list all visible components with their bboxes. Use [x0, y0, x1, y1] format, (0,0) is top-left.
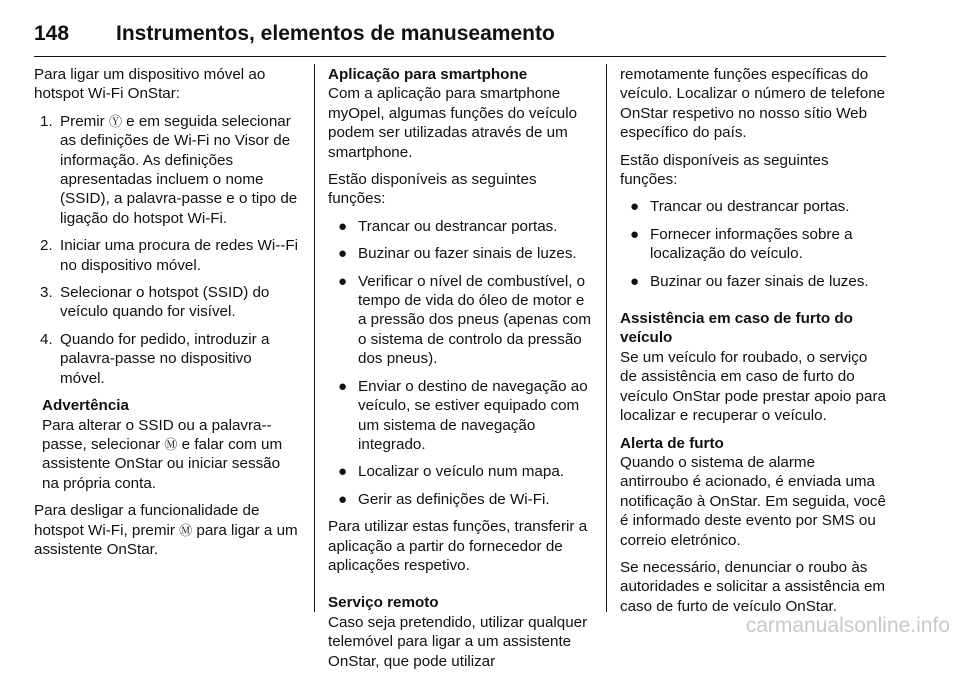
- chapter-title: Instrumentos, elementos de manuseamento: [116, 22, 555, 45]
- outro-text-post: para ligar a um assistente OnStar.: [34, 521, 298, 558]
- step-text: Iniciar uma procura de redes Wi--Fi no dispositivo móvel.: [60, 237, 299, 274]
- column-divider: [606, 64, 607, 612]
- onstar-button-icon: Ⓜ: [179, 522, 193, 538]
- note-text-post: e falar com um assistente OnStar ou iniciar sessão na própria conta.: [42, 435, 283, 492]
- bullet-text: Trancar ou destrancar portas.: [650, 198, 850, 216]
- hotspot-intro: Para ligar um dispositivo móvel ao hotspot Wi-Fi OnStar:: [34, 66, 266, 103]
- step-number: 4.: [40, 330, 53, 348]
- hotspot-disable-text: [34, 501, 300, 559]
- step-number: 3.: [40, 284, 53, 302]
- bullet-icon: ●: [338, 377, 348, 395]
- section-title: Assistência em caso de furto do veículo: [620, 310, 853, 347]
- bullet-text: Localizar o veículo num mapa.: [358, 463, 564, 481]
- bullet-icon: ●: [338, 245, 348, 263]
- list-item: [34, 236, 300, 275]
- column-2: [328, 65, 592, 679]
- transfer-text: Para utilizar estas funções, transferir a aplicação a partir do fornecedor de aplicações respetivo.: [328, 518, 588, 574]
- report-text: Se necessário, denunciar o roubo às autoridades e solicitar a assistência em caso de furto de veículo OnStar.: [620, 558, 886, 615]
- hotspot-steps: [34, 112, 300, 388]
- note-text-pre: Para alterar o SSID ou a palavra--passe, selecionar: [42, 416, 272, 453]
- step-number: 2.: [40, 237, 53, 255]
- section-title: Aplicação para smartphone: [328, 66, 528, 83]
- note-title: Advertência: [42, 397, 129, 415]
- bullet-icon: ●: [630, 225, 640, 243]
- list-item: [328, 217, 592, 236]
- column-1: [34, 65, 300, 567]
- step-text-post: e em seguida selecionar as definições de Wi-Fi no Visor de informação. As definições apresentadas incluem o nome (SSID), a palavra-passe e o tipo de ligação do hotspot Wi-Fi.: [60, 112, 298, 227]
- list-item: [328, 244, 592, 263]
- bullet-icon: ●: [338, 490, 348, 508]
- outro-text-pre: Para desligar a funcionalidade de hotspot Wi-Fi, premir: [34, 502, 260, 539]
- list-item: [34, 283, 300, 322]
- bullet-icon: ●: [338, 272, 348, 290]
- step-text: Quando for pedido, introduzir a palavra-passe no dispositivo móvel.: [60, 330, 270, 387]
- bullet-text: Enviar o destino de navegação ao veículo, se estiver equipado com um sistema de navegação integrado.: [358, 377, 588, 453]
- section-title: Alerta de furto: [620, 434, 724, 452]
- list-item: [328, 377, 592, 455]
- section-title: Serviço remoto: [328, 594, 439, 612]
- list-item: [328, 462, 592, 481]
- available-functions-text: Estão disponíveis as seguintes funções:: [328, 171, 537, 208]
- step-text-pre: Premir: [60, 112, 109, 130]
- column-3: [620, 65, 886, 624]
- bullet-text: Buzinar ou fazer sinais de luzes.: [358, 245, 577, 263]
- list-item: [34, 330, 300, 388]
- list-item: [620, 197, 886, 216]
- theft-text: Se um veículo for roubado, o serviço de assistência em caso de furto do veículo OnStar pode prestar apoio para localizar e recuperar o veículo.: [620, 348, 886, 425]
- bullet-icon: ●: [338, 217, 348, 235]
- bullet-icon: ●: [630, 272, 640, 290]
- page-number: 148: [34, 22, 70, 45]
- column-divider: [314, 64, 315, 612]
- onstar-button-icon: Ⓜ: [164, 436, 178, 452]
- bullet-icon: ●: [630, 198, 640, 216]
- step-number: 1.: [40, 112, 53, 130]
- bullet-text: Trancar ou destrancar portas.: [358, 217, 558, 235]
- bullet-text: Verificar o nível de combustível, o tempo de vida do óleo de motor e a pressão dos pneus (apenas com o sistema de controlo da pressão dos pneus).: [358, 272, 592, 368]
- remote-text: Caso seja pretendido, utilizar qualquer telemóvel para ligar a um assistente OnStar, que pode utilizar: [328, 613, 588, 670]
- step-text: Selecionar o hotspot (SSID) do veículo quando for visível.: [60, 284, 270, 321]
- app-text: Com a aplicação para smartphone myOpel, algumas funções do veículo podem ser utilizadas através de um smartphone.: [328, 85, 578, 161]
- app-functions-list: [328, 217, 592, 509]
- bullet-text: Gerir as definições de Wi-Fi.: [358, 490, 550, 508]
- list-item: [328, 490, 592, 509]
- list-item: [328, 272, 592, 369]
- page-header: [34, 22, 886, 57]
- bullet-icon: ●: [338, 463, 348, 481]
- alert-text: Quando o sistema de alarme antirroubo é acionado, é enviada uma notificação à OnStar. Em seguida, você é informado deste evento por SMS ou correio eletrónico.: [620, 453, 886, 549]
- list-item: [620, 225, 886, 264]
- remote-functions-list: [620, 197, 886, 291]
- list-item: [620, 272, 886, 291]
- list-item: [34, 112, 300, 228]
- watermark: carmanualsonline.info: [745, 614, 950, 637]
- bullet-text: Buzinar ou fazer sinais de luzes.: [650, 272, 869, 290]
- remote-continued-text: remotamente funções específicas do veículo. Localizar o número de telefone OnStar respetivo no nosso sítio Web específico do país.: [620, 66, 886, 142]
- onstar-info-icon: Ⓨ: [108, 113, 122, 129]
- available-functions-text: Estão disponíveis as seguintes funções:: [620, 151, 829, 189]
- bullet-text: Fornecer informações sobre a localização do veículo.: [650, 225, 853, 263]
- warning-note: [34, 396, 300, 493]
